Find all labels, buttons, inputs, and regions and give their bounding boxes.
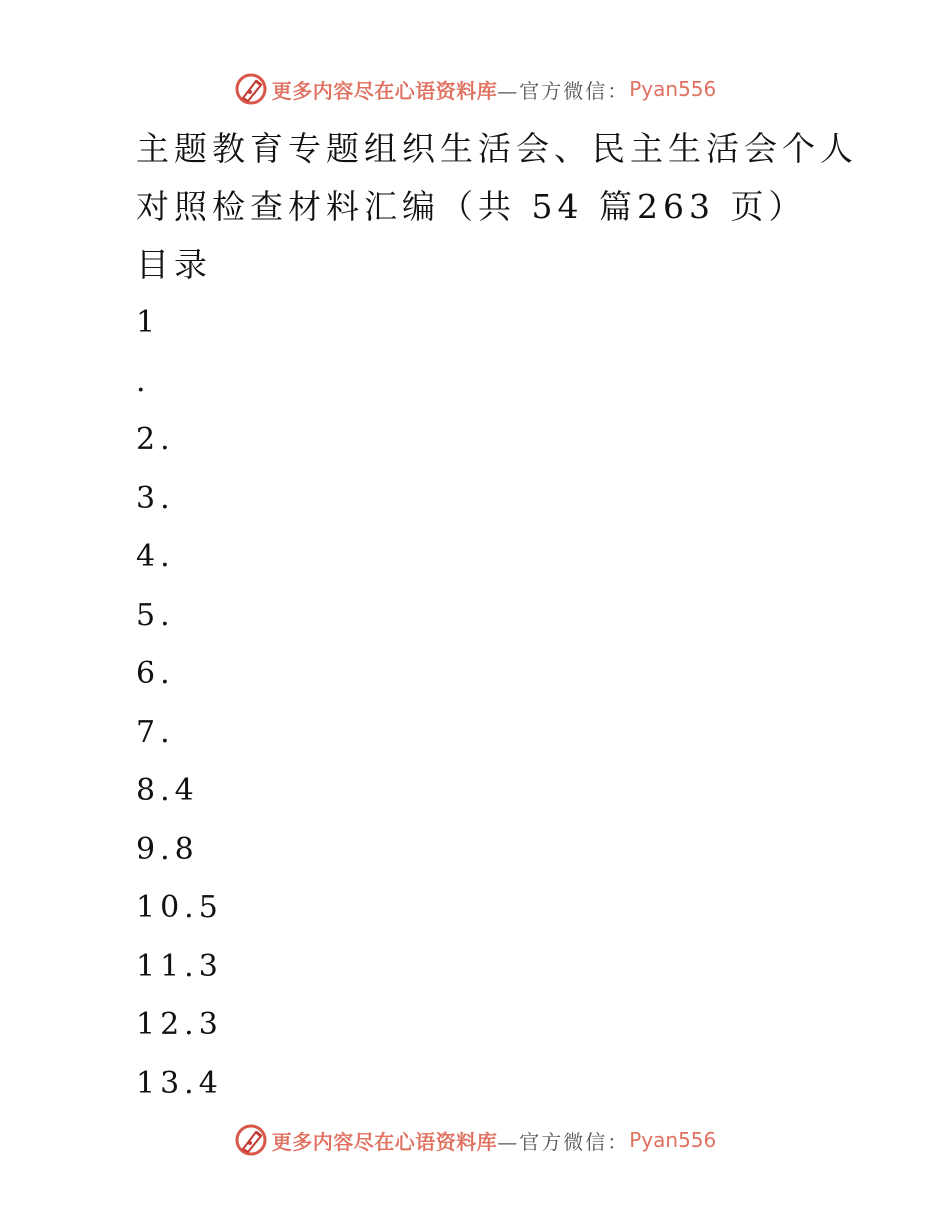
toc-item: 12.3 — [136, 1007, 223, 1042]
toc-item: 13.4 — [136, 1065, 223, 1101]
banner-sub-text: —官方微信： — [497, 1129, 630, 1154]
toc-item: 9.8 — [136, 831, 199, 867]
toc-heading: 目录 — [136, 245, 212, 284]
banner-main-text: 更多内容尽在心语资料库 — [271, 1129, 498, 1154]
toc-item: 3. — [136, 480, 175, 516]
doc-title-line-2: 对照检查材料汇编（共 54 篇263 页） — [136, 187, 807, 226]
footer-watermark-banner — [0, 1120, 950, 1160]
toc-item: . — [136, 363, 151, 399]
document-body — [136, 120, 858, 1113]
toc-item: 5. — [136, 597, 175, 633]
toc-item: 8.4 — [136, 773, 199, 808]
banner-handle-text: Pyan556 — [629, 77, 717, 101]
banner-handle-text: Pyan556 — [629, 1128, 717, 1152]
toc-item: 7. — [136, 714, 175, 750]
toc-item: 6. — [136, 656, 175, 691]
banner-sub-text: —官方微信： — [497, 78, 630, 103]
toc-item: 1 — [136, 305, 161, 340]
banner-main-text: 更多内容尽在心语资料库 — [271, 78, 498, 103]
toc-list — [136, 294, 836, 1113]
doc-title-line-1: 主题教育专题组织生活会、民主生活会个人 — [136, 129, 858, 168]
toc-item: 10.5 — [136, 890, 223, 925]
pen-logo-icon — [234, 72, 268, 106]
toc-item: 4. — [136, 539, 175, 574]
header-watermark-banner — [0, 69, 950, 109]
toc-item: 2. — [136, 422, 175, 457]
toc-item: 11.3 — [136, 948, 223, 984]
pen-logo-icon — [234, 1123, 268, 1157]
